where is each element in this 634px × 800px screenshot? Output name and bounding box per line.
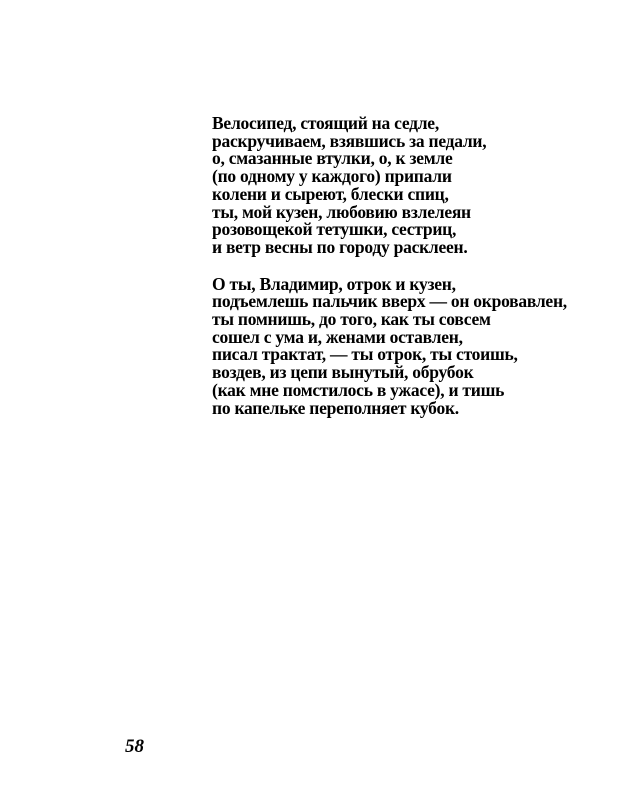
poem-line: розовощекой тетушки, сестриц, bbox=[212, 219, 457, 240]
poem-line: (как мне помстилось в ужасе), и тишь bbox=[212, 379, 505, 400]
poem-line: сошел с ума и, женами оставлен, bbox=[212, 326, 463, 347]
poem-line: колени и сыреют, блески спиц, bbox=[212, 183, 449, 204]
stanza-2 bbox=[212, 273, 612, 418]
poem-line: по капельке переполняет кубок. bbox=[212, 397, 459, 418]
poem-line: О ты, Владимир, отрок и кузен, bbox=[212, 273, 456, 294]
poem-line: Велосипед, стоящий на седле, bbox=[212, 113, 439, 133]
page-number: 58 bbox=[125, 736, 144, 757]
poem bbox=[212, 115, 612, 417]
poem-line: воздев, из цепи вынутый, обрубок bbox=[212, 362, 474, 383]
poem-line: писал трактат, — ты отрок, ты стоишь, bbox=[212, 344, 518, 365]
poem-line: о, смазанные втулки, о, к земле bbox=[212, 148, 453, 169]
poem-line: раскручиваем, взявшись за педали, bbox=[212, 130, 487, 151]
poem-line: ты помнишь, до того, как ты совсем bbox=[212, 309, 491, 330]
poem-line: (по одному у каждого) припали bbox=[212, 166, 452, 187]
stanza-1 bbox=[212, 115, 612, 257]
poem-line: подъемлешь пальчик вверх — он окровавлен, bbox=[212, 291, 567, 312]
poem-line: ты, мой кузен, любовию взлелеян bbox=[212, 201, 471, 222]
poem-line: и ветр весны по городу расклеен. bbox=[212, 236, 468, 257]
